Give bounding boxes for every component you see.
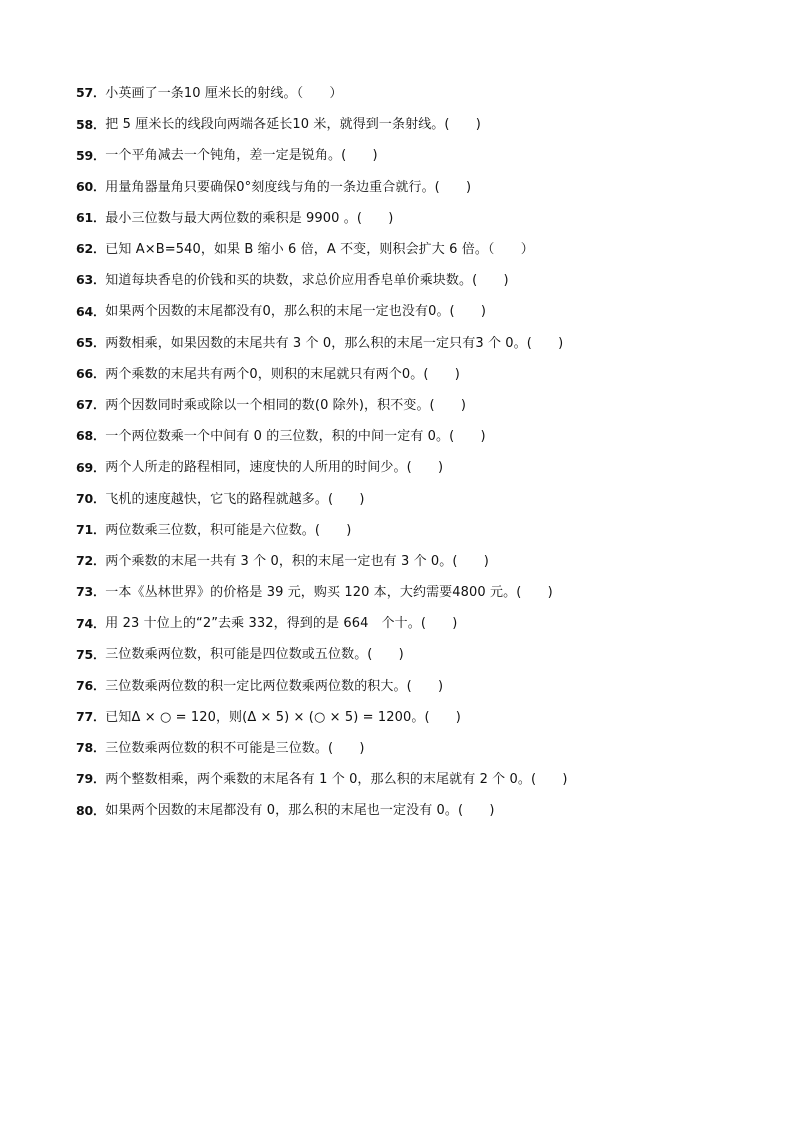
question-number: 63． (76, 272, 106, 288)
question-number: 58． (76, 116, 106, 132)
question-text: 用量角器量角只要确保0°刻度线与角的一条边重合就行。( ) (105, 179, 472, 195)
question-text: 已知Δ × ○ = 120，则(Δ × 5) × (○ × 5) = 1200。( ) (105, 709, 461, 725)
question-62 (76, 234, 776, 265)
question-77 (76, 702, 776, 733)
question-text: 两个人所走的路程相同，速度快的人所用的时间少。( ) (105, 460, 444, 476)
question-78 (76, 733, 776, 764)
question-number: 61． (76, 210, 106, 226)
question-79 (76, 764, 776, 795)
question-71 (76, 515, 776, 546)
question-number: 62． (76, 241, 106, 257)
question-number: 78． (76, 740, 106, 756)
question-number: 59． (76, 147, 106, 163)
question-65 (76, 328, 776, 359)
question-74 (76, 608, 776, 639)
question-text: 两个乘数的末尾共有两个0，则积的末尾就只有两个0。( ) (105, 366, 460, 382)
question-text: 两个乘数的末尾一共有 3 个 0，积的末尾一定也有 3 个 0。( ) (105, 553, 489, 569)
question-text: 一个平角减去一个钝角，差一定是锐角。( ) (105, 148, 378, 164)
question-60 (76, 172, 776, 203)
question-number: 71． (76, 521, 106, 537)
question-69 (76, 452, 776, 483)
question-number: 75． (76, 646, 106, 662)
question-70 (76, 483, 776, 514)
question-number: 57． (76, 85, 106, 101)
question-number: 64． (76, 303, 106, 319)
question-67 (76, 390, 776, 421)
question-73 (76, 577, 776, 608)
question-number: 77． (76, 709, 106, 725)
question-text: 把 5 厘米长的线段向两端各延长10 米，就得到一条射线。( ) (105, 117, 481, 133)
question-text: 一本《丛林世界》的价格是 39 元，购买 120 本，大约需要4800 元。( ) (105, 585, 553, 601)
question-57 (76, 78, 776, 109)
question-58 (76, 109, 776, 140)
question-59 (76, 140, 776, 171)
question-number: 74． (76, 615, 106, 631)
question-64 (76, 296, 776, 327)
question-text: 飞机的速度越快，它飞的路程就越多。( ) (105, 491, 365, 507)
question-text: 三位数乘两位数的积一定比两位数乘两位数的积大。( ) (105, 678, 444, 694)
question-number: 80． (76, 802, 106, 818)
question-text: 两个因数同时乘或除以一个相同的数(0 除外)，积不变。( ) (105, 397, 467, 413)
question-76 (76, 671, 776, 702)
question-68 (76, 421, 776, 452)
question-text: 三位数乘两位数，积可能是四位数或五位数。( ) (105, 647, 404, 663)
question-text: 两位数乘三位数，积可能是六位数。( ) (105, 522, 352, 538)
question-number: 67． (76, 397, 106, 413)
question-text: 如果两个因数的末尾都没有 0，那么积的末尾也一定没有 0。( ) (105, 803, 495, 819)
question-text: 如果两个因数的末尾都没有0，那么积的末尾一定也没有0。( ) (105, 304, 487, 320)
question-number: 73． (76, 584, 106, 600)
question-text: 知道每块香皂的价钱和买的块数，求总价应用香皂单价乘块数。( ) (105, 273, 509, 289)
question-number: 66． (76, 366, 106, 382)
question-72 (76, 546, 776, 577)
question-number: 79． (76, 771, 106, 787)
question-text: 两个整数相乘，两个乘数的末尾各有 1 个 0，那么积的末尾就有 2 个 0。( ) (105, 772, 568, 788)
question-text: 一个两位数乘一个中间有 0 的三位数，积的中间一定有 0。( ) (105, 429, 486, 445)
question-text: 两数相乘，如果因数的末尾共有 3 个 0，那么积的末尾一定只有3 个 0。( ) (105, 335, 564, 351)
question-text: 最小三位数与最大两位数的乘积是 9900 。( ) (105, 210, 394, 226)
question-number: 70． (76, 490, 106, 506)
question-66 (76, 359, 776, 390)
question-text: 用 23 十位上的“2”去乘 332，得到的是 664 个十。( ) (105, 616, 458, 632)
question-number: 60． (76, 178, 106, 194)
question-text: 小英画了一条10 厘米长的射线。（ ） (105, 86, 343, 102)
question-number: 65． (76, 334, 106, 350)
question-number: 76． (76, 677, 106, 693)
question-number: 68． (76, 428, 106, 444)
question-80 (76, 795, 776, 826)
question-number: 72． (76, 553, 106, 569)
question-63 (76, 265, 776, 296)
question-75 (76, 639, 776, 670)
question-number: 69． (76, 459, 106, 475)
question-text: 已知 A×B=540，如果 B 缩小 6 倍，A 不变，则积会扩大 6 倍。（ ） (105, 242, 534, 258)
question-61 (76, 203, 776, 234)
question-text: 三位数乘两位数的积不可能是三位数。( ) (105, 741, 365, 757)
question-list (76, 78, 776, 827)
